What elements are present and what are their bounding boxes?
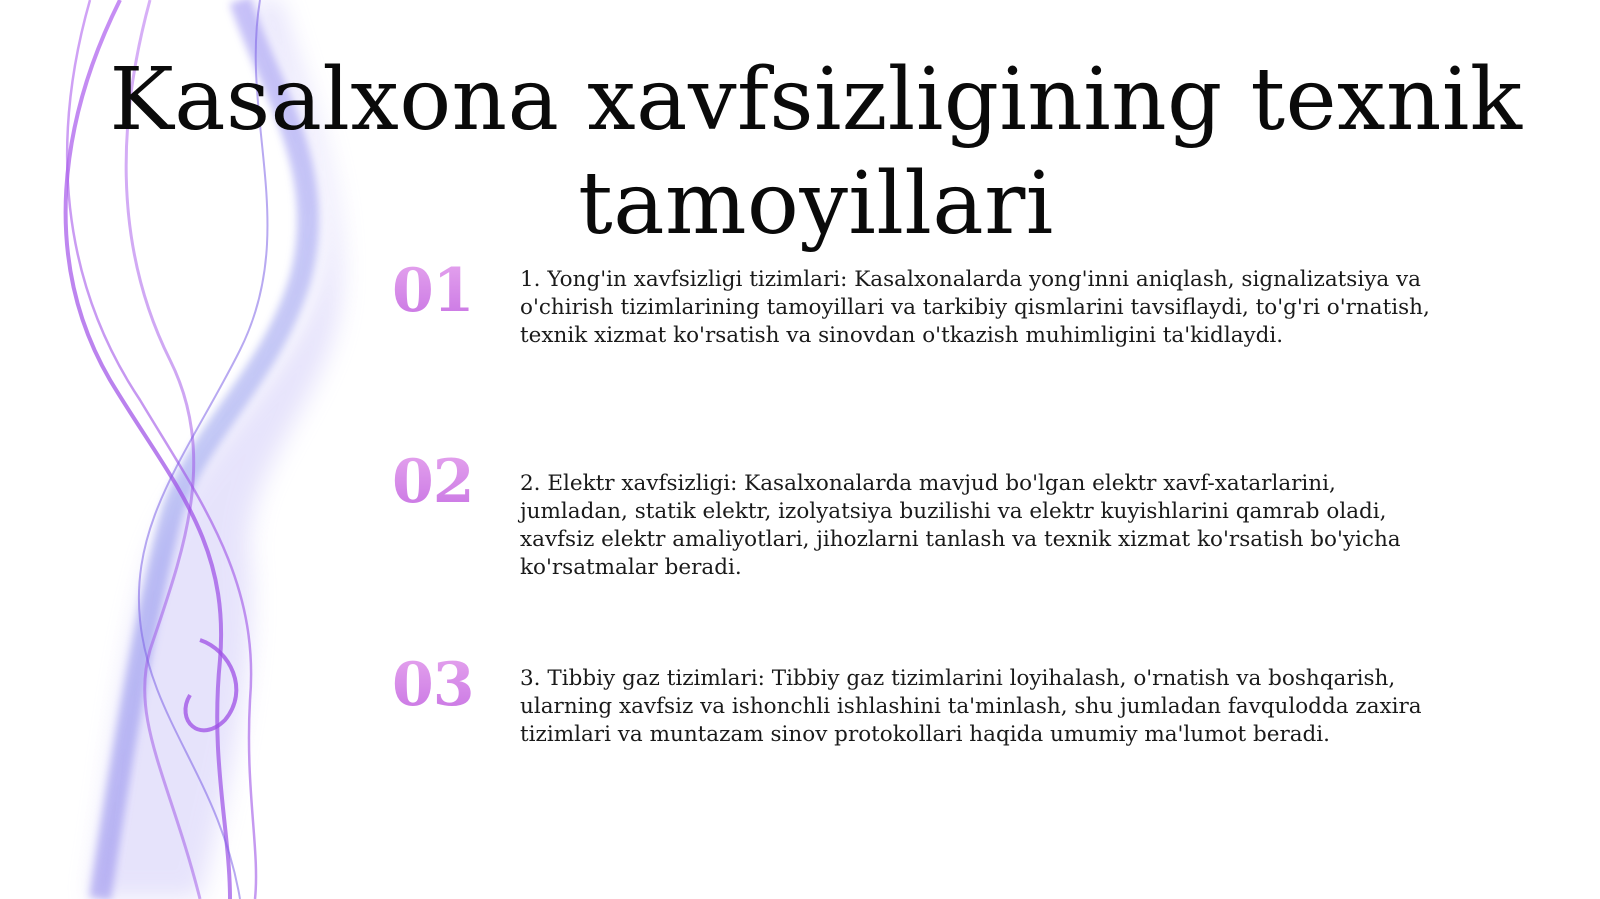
item-text: 2. Elektr xavfsizligi: Kasalxonalarda mavjud bo'lgan elektr xavf-xatarlarini, jumladan, statik elektr, izolyatsiya buzilishi va elektr kuyishlarini qamrab oladi, xavfsiz elektr amaliyotlari, jihozlarni tanlash va texnik xizmat ko'rsatish bo'yicha ko'rsatmalar beradi.: [520, 471, 1401, 580]
item-text: 1. Yong'in xavfsizligi tizimlari: Kasalxonalarda yong'inni aniqlash, signalizatsiya va o'chirish tizimlarining tamoyillari va tarkibiy qismlarini tavsiflaydi, to'g'ri o'rnatish, texnik xizmat ko'rsatish va sinovdan o'tkazish muhimligini ta'kidlaydi.: [520, 267, 1430, 348]
item-text: 3. Tibbiy gaz tizimlari: Tibbiy gaz tizimlarini loyihalash, o'rnatish va boshqarish, ularning xavfsiz va ishonchli ishlashini ta'minlash, shu jumladan favqulodda zaxira tizimlari va muntazam sinov protokollari haqida umumiy ma'lumot beradi.: [520, 666, 1422, 747]
slide-title: Kasalxona xavfsizligining texnik tamoyillari: [109, 50, 1523, 254]
item-number: 03: [392, 650, 492, 720]
item-number: 01: [392, 256, 492, 326]
item-number: 02: [392, 447, 492, 517]
